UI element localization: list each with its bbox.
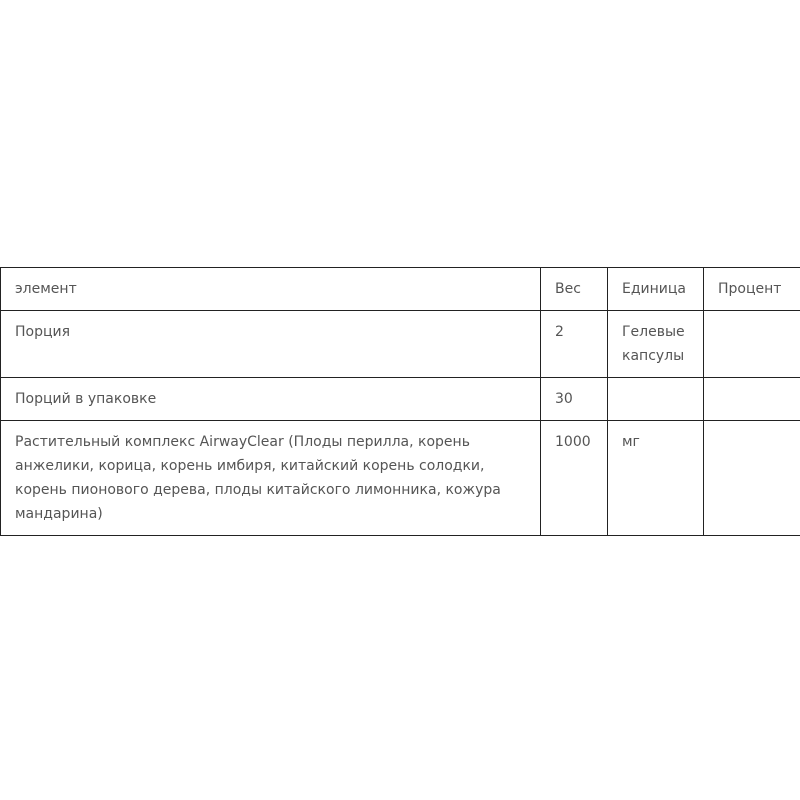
table-header-row [1, 268, 800, 311]
cell-weight: 1000 [541, 421, 608, 536]
table-row [1, 311, 800, 378]
cell-unit: Гелевые капсулы [608, 311, 704, 378]
cell-weight: 2 [541, 311, 608, 378]
supplement-facts-table-container [0, 267, 800, 536]
cell-element: Порция [1, 311, 541, 378]
cell-unit: мг [608, 421, 704, 536]
cell-unit [608, 378, 704, 421]
cell-percent [704, 421, 800, 536]
cell-percent [704, 378, 800, 421]
cell-element: Порций в упаковке [1, 378, 541, 421]
cell-percent [704, 311, 800, 378]
header-weight: Вес [541, 268, 608, 311]
header-element: элемент [1, 268, 541, 311]
header-percent: Процент [704, 268, 800, 311]
supplement-facts-table [0, 267, 800, 536]
cell-weight: 30 [541, 378, 608, 421]
table-row [1, 378, 800, 421]
cell-element: Растительный комплекс AirwayClear (Плоды перилла, корень анжелики, корица, корень имбиря, китайский корень солодки, корень пионового дерева, плоды китайского лимонника, кожура мандарина) [1, 421, 541, 536]
header-unit: Единица [608, 268, 704, 311]
table-row [1, 421, 800, 536]
